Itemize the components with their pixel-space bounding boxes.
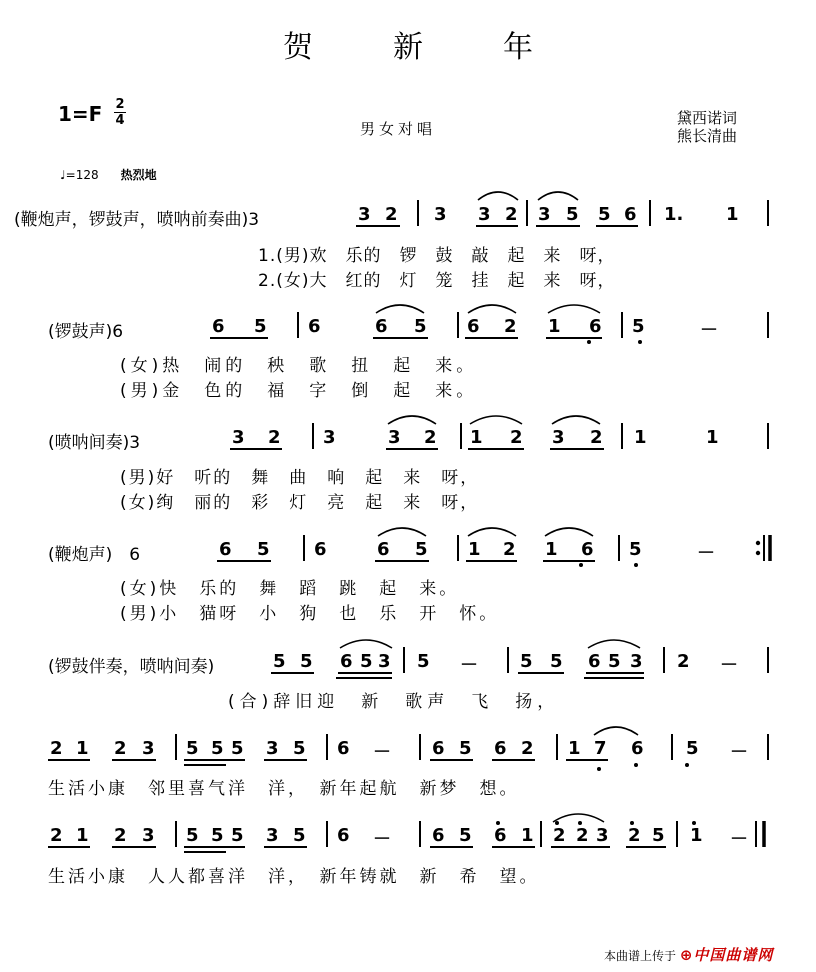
note: 6: [588, 651, 601, 672]
high-octave-dot: [630, 821, 634, 825]
note: 2: [553, 825, 566, 846]
note: 5: [186, 738, 199, 759]
meter-top: 2: [115, 97, 125, 112]
lyric-line: (女)热 闹的 秧 歌 扭 起 来。: [120, 356, 478, 376]
note: 6: [340, 651, 353, 672]
note: 6: [631, 738, 644, 759]
lyric-line: 生活小康 邻里喜气洋 洋， 新年起航 新梦 想。: [48, 779, 520, 799]
note: －: [720, 655, 738, 676]
performance-mode: 男女对唱: [360, 120, 437, 138]
note: 1.: [664, 204, 684, 225]
slur: [340, 640, 392, 648]
note: 5: [652, 825, 665, 846]
note: －: [700, 320, 718, 341]
note: 3: [538, 204, 551, 225]
note: 5: [459, 825, 472, 846]
repeat-dot: [756, 541, 760, 545]
note: 5: [300, 651, 313, 672]
lyric-line: 2.(女)大 红的 灯 笼 挂 起 来 呀，: [258, 271, 616, 291]
slur: [468, 305, 516, 313]
note: 3: [142, 738, 155, 759]
note: 1: [690, 825, 703, 846]
note: 6: [314, 539, 327, 560]
note: 5: [231, 738, 244, 759]
note: 3: [630, 651, 643, 672]
note: 1: [634, 427, 647, 448]
lyric-line: (男)金 色的 福 字 倒 起 来。: [120, 381, 478, 401]
note: 5: [632, 316, 645, 337]
note: 6: [337, 738, 350, 759]
note: 5: [186, 825, 199, 846]
note: 6: [337, 825, 350, 846]
low-octave-dot: [579, 563, 583, 567]
system-2-prefix: (锣鼓声)6: [48, 322, 124, 342]
note: 5: [257, 539, 270, 560]
note: 5: [360, 651, 373, 672]
note: 3: [142, 825, 155, 846]
note: 2: [503, 539, 516, 560]
note: 6: [494, 825, 507, 846]
slur: [594, 727, 638, 735]
note: －: [460, 655, 478, 676]
lyric-line: (合)辞旧迎 新 歌声 飞 扬，: [228, 692, 560, 712]
note: 2: [510, 427, 523, 448]
system-4-prefix: (鞭炮声) 6: [48, 545, 141, 565]
slur: [548, 305, 600, 313]
slur: [388, 416, 436, 424]
site-logo[interactable]: ⊕中国曲谱网: [679, 946, 774, 964]
high-octave-dot: [555, 821, 559, 825]
slur: [553, 814, 604, 822]
lyric-line: (男)好 听的 舞 曲 响 起 来 呀，: [120, 468, 480, 488]
slur: [552, 416, 600, 424]
note: 1: [470, 427, 483, 448]
meter-bottom: 4: [115, 113, 125, 128]
note: 6: [432, 825, 445, 846]
slur: [538, 192, 578, 200]
high-octave-dot: [578, 821, 582, 825]
note: 6: [219, 539, 232, 560]
note: 2: [114, 738, 127, 759]
note: 5: [293, 738, 306, 759]
title-char: 年: [503, 30, 533, 65]
note: 2: [628, 825, 641, 846]
note: 5: [415, 539, 428, 560]
high-octave-dot: [692, 821, 696, 825]
note: 1: [726, 204, 739, 225]
expression-mark: 热烈地: [120, 168, 157, 182]
note: －: [730, 742, 748, 763]
note: 2: [385, 204, 398, 225]
note: 7: [594, 738, 607, 759]
note: 5: [566, 204, 579, 225]
lyric-line: 生活小康 人人都喜洋 洋， 新年铸就 新 希 望。: [48, 867, 540, 887]
site-name: 中国曲谱网: [693, 946, 774, 964]
note: 2: [576, 825, 589, 846]
note: 1: [548, 316, 561, 337]
slur: [470, 416, 522, 424]
note: 6: [581, 539, 594, 560]
note: 6: [375, 316, 388, 337]
note: 3: [596, 825, 609, 846]
note: 6: [377, 539, 390, 560]
note: 2: [424, 427, 437, 448]
note: 5: [254, 316, 267, 337]
note: 3: [266, 738, 279, 759]
note: 1: [545, 539, 558, 560]
note: 1: [521, 825, 534, 846]
note: 6: [212, 316, 225, 337]
note: 1: [76, 825, 89, 846]
repeat-dot: [756, 551, 760, 555]
low-octave-dot: [597, 767, 601, 771]
lyric-line: (女)绚 丽的 彩 灯 亮 起 来 呀，: [120, 493, 480, 513]
note: 3: [388, 427, 401, 448]
note: 1: [468, 539, 481, 560]
note: 5: [231, 825, 244, 846]
note: 2: [505, 204, 518, 225]
note: 5: [211, 825, 224, 846]
composer-credit: 熊长清曲: [677, 127, 738, 145]
tempo-value: ♩=128: [60, 168, 99, 182]
note: 5: [550, 651, 563, 672]
note: 2: [590, 427, 603, 448]
low-octave-dot: [634, 763, 638, 767]
lyric-line: (男)小 猫呀 小 狗 也 乐 开 怀。: [120, 604, 500, 624]
slur: [468, 528, 516, 536]
slur: [478, 192, 518, 200]
low-octave-dot: [634, 563, 638, 567]
note: 3: [232, 427, 245, 448]
note: 3: [552, 427, 565, 448]
note: 5: [629, 539, 642, 560]
slur: [545, 528, 593, 536]
note: 5: [211, 738, 224, 759]
title-char: 新: [393, 30, 423, 65]
note: 5: [414, 316, 427, 337]
note: －: [373, 829, 391, 850]
note: 1: [568, 738, 581, 759]
note: －: [730, 829, 748, 850]
note: 6: [308, 316, 321, 337]
upload-label: 本曲谱上传于: [604, 949, 677, 963]
note: 6: [624, 204, 637, 225]
note: 6: [589, 316, 602, 337]
slur: [378, 528, 426, 536]
system-1-prefix: (鞭炮声，锣鼓声，喷呐前奏曲)3: [14, 210, 260, 230]
note: 3: [378, 651, 391, 672]
note: 1: [706, 427, 719, 448]
slur: [376, 305, 424, 313]
note: 5: [520, 651, 533, 672]
note: 5: [686, 738, 699, 759]
note: 5: [417, 651, 430, 672]
note: 2: [677, 651, 690, 672]
note: 2: [114, 825, 127, 846]
system-5-prefix: (锣鼓伴奏，喷呐间奏): [48, 657, 215, 677]
note: 3: [478, 204, 491, 225]
note: 3: [323, 427, 336, 448]
note: 6: [432, 738, 445, 759]
high-octave-dot: [496, 821, 500, 825]
note: －: [697, 543, 715, 564]
note: －: [373, 742, 391, 763]
note: 5: [273, 651, 286, 672]
note: 1: [76, 738, 89, 759]
system-3-prefix: (喷呐间奏)3: [48, 433, 141, 453]
note: 2: [521, 738, 534, 759]
key-signature: 1=F: [58, 102, 103, 126]
note: 5: [598, 204, 611, 225]
low-octave-dot: [638, 340, 642, 344]
note: 2: [50, 825, 63, 846]
note: 2: [50, 738, 63, 759]
note: 6: [494, 738, 507, 759]
note: 3: [434, 204, 447, 225]
note: 3: [358, 204, 371, 225]
lyricist-credit: 黛西诺词: [677, 109, 738, 127]
note: 5: [459, 738, 472, 759]
title-char: 贺: [283, 30, 313, 65]
note: 5: [293, 825, 306, 846]
low-octave-dot: [587, 340, 591, 344]
note: 2: [268, 427, 281, 448]
lyric-line: 1.(男)欢 乐的 锣 鼓 敲 起 来 呀，: [258, 246, 616, 266]
note: 3: [266, 825, 279, 846]
slur: [588, 640, 640, 648]
note: 5: [608, 651, 621, 672]
lyric-line: (女)快 乐的 舞 蹈 跳 起 来。: [120, 579, 460, 599]
note: 6: [467, 316, 480, 337]
low-octave-dot: [685, 763, 689, 767]
note: 2: [504, 316, 517, 337]
